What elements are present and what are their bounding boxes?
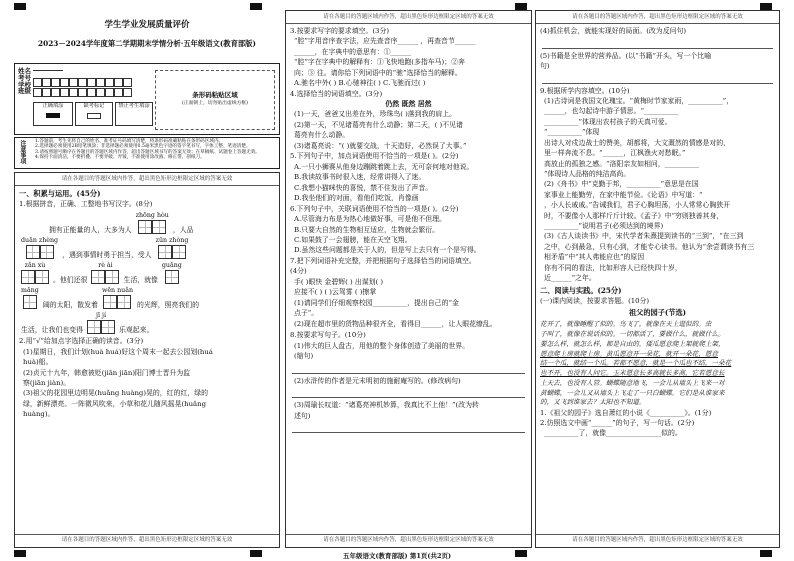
question-1: 1.根据拼音，正确、工整地书写汉字。(8分) [19,199,153,208]
answer-line[interactable] [542,76,773,84]
answer-line[interactable] [292,425,525,433]
question-9-line: 之中，心到最急，只有心到，才能专心读书。他认为“余尝谓读书有三 [544,242,755,251]
question-9-line: 你有不同的看法，比如形容人已经快四十岁， [544,263,682,272]
exam-notes [14,137,280,169]
pinyin-row-2 [19,235,275,259]
pinyin-box-group[interactable]: rè ài [91,262,119,284]
question-8-4: (4)抓住机会，就能实现好的局面。(改为反问句) [540,26,687,35]
exam-no-label: 考号 [18,73,31,82]
question-9-line[interactable]: 高放止的孤独之感。“洛阳亲友如相问，__________ [544,159,700,168]
question-2-line: (1)星期日，我们计划(huà huá)好这个周末一起去公园划(huá [23,347,213,356]
answer-line[interactable] [292,390,525,398]
question-2-line: 察(jiān jiàn)。 [23,378,71,387]
question-2-line: 绿，新鲜漂亮。一阵微风吹来，小草和花儿随风摇晃(huǎng [23,399,207,408]
question-9-line[interactable]: __________”体现出农村孩子的天真可爱。 [544,117,672,126]
registration-mark [515,3,527,10]
option-a: A.一只小狮赛从他身边蹦跳着跳上去，无可奈何地对他说。 [294,162,474,171]
question-3-line[interactable]: ______，在字典中的意思有：①______ [294,47,412,56]
notes-label: 注意事项 [18,140,26,164]
note-line: 4.保持卡面清洁，不要折叠、不要弄破、弄皱，不准使用涂改液、修正带、刮纸刀。 [35,154,205,160]
option-d: D.我坐他们的对面，看他们吃饭，肖像画 [294,194,419,203]
reading-q2: 2.仿照选文中画“______”的句子，写一句话。(2分) [540,418,695,427]
question-9-line: 相矛盾”中“其人弗能应也”的原因 [544,253,645,262]
question-5: 5.下列句子中，加点词语使用不恰当的一项是( )。(2分) [290,152,459,161]
correct-fill-box: 正确填涂 [33,102,73,126]
passage-line: 黄蝴蝶，一会儿又从墙头上飞走了一只白蝴蝶。它们是从谁家来 [540,388,725,397]
sentence-text: 生活，就像 [123,275,158,284]
question-9-line[interactable]: (2)《舟书》中“克勤于邦，__________”意思是在国 [544,180,699,189]
sentence-text: ，人品 [172,225,194,234]
answer-area-warning: 请在各题目的答题区域内作答，超出黑色矩形边框限定区域的答案无效 [286,534,531,547]
info-labels [18,68,31,95]
sentence-text: 。他们还很 [53,275,88,284]
question-8-line: 述句) [294,411,311,420]
sentence-text: 乐观起来。 [119,325,154,334]
passage-line: 上天去，也没有人管。蝴蝶随意地飞，一会儿从墙头上飞来一对 [540,378,725,387]
question-9-line[interactable]: 里一样奔流不息。“______，江枫渔火对愁眠。” [544,149,686,158]
idiom-row-1[interactable]: 手( )眼快 金碧辉( ) 出谋划( ) [294,277,384,286]
question-4-line[interactable]: (2)第一天，不见诸葛亮有什么动静；第二天，( )不见诸 [294,120,463,129]
pinyin-box-group[interactable]: duān zhèng [21,237,58,259]
pinyin-row-3 [19,260,275,284]
question-4-line[interactable]: (3)诸葛亮说：“( )就要交战，十天造好，必然误了大事。” [294,141,467,150]
barcode-area: 条形码粘贴区域 (正面朝上，切勿贴出虚线方框) [155,70,275,130]
pinyin-row-5 [19,310,275,334]
registration-mark [760,3,772,10]
question-4: 4.选择恰当的词语填空。(3分) [290,89,383,98]
passage-line: 结一个瓜，就结一个瓜。若都不愿意，就是一个瓜也不结，一朵花 [540,359,732,368]
pinyin-box-group[interactable]: zǎn xù [21,262,49,284]
name-field[interactable] [33,70,63,71]
question-2-line: (2)贞元十九年，韩愈被贬(jiān jiān)阳门博士晋升为监 [23,368,191,377]
sentence-text: 拥有正能量的人，大多为人 [49,225,132,234]
question-8-5: 句) [540,61,550,70]
pinyin-box-group[interactable]: jī jí [87,312,115,334]
question-8-line: (2)水浒传的作者是元末明初的施耐庵写的。(修改病句) [294,376,461,385]
question-3-line: 向；③ 往。请你给下列词语中的“驰”选择恰当的解释。 [294,68,462,77]
question-4-line[interactable]: (1)一天，爸爸又出差在外，珍珠鸟( )落到我的肩上。 [294,110,457,119]
question-9: 9.根据所学内容填空。(10分) [540,86,630,95]
option-b: B.只要大自然的生物相互适应，生物就会繁衍。 [294,225,440,234]
pinyin-box-group[interactable]: zhōng hòu [136,212,169,234]
question-9-line: 家事业上能勤劳，在家中能节俭。《论语》中写道：“ [544,190,703,199]
page-footer: 五年级语文(教育部版) 第1页(共2页) [342,552,452,560]
registration-mark [250,3,262,10]
idiom-row-2[interactable]: 应接不( ) ( )云驾雾 ( )擦掌 [294,288,377,297]
note-line: 2.选择题必须使用2B铅笔填涂；非选择题必须使用0.5毫米黑色字迹的签字笔书写，字体工整、笔迹清楚。 [35,144,251,150]
section-1-answers [14,172,280,548]
passage-line: 花开了，就像睡醒了似的。鸟飞了，就像在天上逛似的。虫 [540,320,712,329]
name-label: 姓名 [18,67,31,75]
student-info-box [14,63,280,135]
section-heading: 一、积累与运用。(45分) [19,188,101,198]
answer-sheet-column-1 [14,10,280,548]
answer-area-warning: 请在各题目的答题区域内作答，超出黑色矩形边框限定区域的答案无效 [286,11,531,24]
question-7-line: 点子”。 [294,309,319,318]
question-3-choices[interactable]: A.驰名中外( ) B.心驰神往( ) C.飞驰而过( ) [294,78,426,87]
sentence-text: 阔的太阳，散发着 [42,300,98,309]
answer-line[interactable] [292,366,525,374]
sentence-text: 生活，让我们也变得 [21,325,84,334]
question-4-line: 葛亮有什么动静。 [294,131,350,140]
question-9-line: ”体现诗人品格的纯洁高尚。 [544,169,631,178]
question-3: 3.按要求写字的要求填空。(3分) [290,26,390,35]
pinyin-box-group[interactable]: zūn zhòng [156,237,189,259]
question-9-line: ，小人长戚戚。”告诫我们，君子心胸坦荡，小人常常心胸狭开 [544,201,731,210]
passage-line: 的，又飞到谁家去？太阳也不知道。 [540,398,646,407]
question-6: 6.下列句子中，关联词语使用不恰当的一项是( )。(2分) [290,204,459,213]
passage-line: 也不开，也没有人问它。玉米愿意长多高就长多高，它若愿意长 [540,369,725,378]
question-2-line: huà)船。 [23,358,53,367]
question-7: 7.把下列词语补充完整，并把根据句子选择恰当的词语填空。 [290,256,476,265]
sentence-text: 的光辉，照亮我们的 [137,300,200,309]
question-8: 8.按要求写句子。(10分) [290,331,366,340]
question-3-line[interactable]: “腔”字用音序查字法，应先查音序______ ，再查音节______ [294,37,476,46]
question-8-line: (3)周瑜长叹道：“诸葛亮神机妙算，我真比不上他！”(改为转 [294,401,479,410]
question-9-line: 时，不要像小人那样斤斤计较。《孟子》中“穷则独善其身， [544,211,724,220]
question-8-line: (缩句) [294,351,314,360]
sheet-subtitle: 2023－2024学年度第二学期期末学情分析·五年级语文(教育部版) [38,38,256,48]
absent-mark-box[interactable]: 缺考标记 [75,102,113,126]
note-line: 1.答题前，考生先将自己的姓名、准考证号码填写清楚，将条形码准确粘贴在条形码区域内。 [35,139,224,144]
question-9-line[interactable]: (1)古诗词是我国文化瑰宝。“黄梅时节家家雨，__________”， [544,96,734,105]
question-9-line[interactable]: __________”说明君子(必须达到的境界) [544,222,664,231]
question-9-line[interactable]: 近______”之年。 [544,274,596,283]
reading-q1[interactable]: 1.《祖父的园子》选自萧红的小说《__________》。(1分) [540,408,712,417]
section-2-heading: 二、阅读与实践。(25分) [540,285,622,295]
question-2: 2.用“√”给加点字选择正确的读音。(3分) [19,337,144,346]
question-9-line: (3)《古人谈读书》中，宋代学者朱熹提到读书的“三到”，“在三到 [544,232,744,241]
question-2-line: huàng)。 [23,410,55,419]
registration-mark [14,3,26,10]
question-9-line: 出诗人对戍边战士的赞美，胡都将，大文溉然的情感是对的， [544,138,731,147]
passage-line: 要怎么样，就怎么样，都是自由的。倭瓜愿意爬上架就爬上架， [540,339,725,348]
pinyin-box-group[interactable]: mǎng [21,287,39,309]
option-b: B.我读故事书时很入迷，经常讲得入了迷。 [294,173,426,182]
pinyin-box-group[interactable]: wēn nuǎn [102,287,133,309]
option-c: C.我想小猫咪快的喜悦，禁不住发出了声音。 [294,183,433,192]
answer-sheet-column-3 [535,10,780,548]
question-7-line[interactable]: (1)请同学们仔细观察校园__________，提出自己的“金 [294,298,459,307]
reading-q2-answer[interactable]: __________了，就像________________似的。 [544,429,682,438]
note-line: 3.请按照题号顺序在各题目的答题区域内作答，超出答题区域书写的答案无效；在草稿纸、试题卷上答题无效。 [35,149,260,155]
question-3-line: “腔”字在字典中的解释有：①飞快地跑(多指车马)；②奔 [294,58,465,67]
pinyin-row-1 [19,210,275,234]
question-7-line[interactable]: (2)现在超市里的货物品种很齐全，看得目______，让人眼花缭乱。 [294,319,497,328]
passage-line: 子叫了，就像在说话似的。一切都活了，要做什么，就做什么。 [540,330,725,339]
sentence-text: ，遇到事情时勇于担当，受人 [62,250,152,259]
forbid-box: 禁止考生填涂 [115,102,153,126]
question-7-score: (4分) [290,267,307,276]
exam-number-cells[interactable] [33,78,132,87]
passage-line: 愿意爬上房就爬上房。黄瓜愿意开一朵花，就开一朵花，愿意 [540,349,719,358]
passage-title: 祖父的园子(节选) [628,308,687,318]
question-8-5: (5)书籍是全世界的营养品。(以“书籍”开头，写一个比喻 [540,51,712,60]
word-bank: 仍然 既然 居然 [385,100,432,109]
pinyin-row-4 [19,285,275,309]
answer-area-warning: 请在各题目的答题区域内作答，超出黑色矩形边框限定区域的答案无效 [536,11,779,24]
class-label: 班级 [18,87,31,96]
sheet-title: 学生学业发展质量评价 [104,20,190,30]
answer-sheet-column-2 [285,10,532,548]
question-2-line: (3)祖父的花园里边明晃(huǎng huàng)晃的，红的红，绿的 [23,389,209,398]
reading-subsection: (一)课内阅读，按要求答题。(10分) [540,296,650,305]
answer-area-warning: 请在各题目的答题区域内作答，超出黑色矩形边框限定区域的答案无效 [15,534,279,547]
answer-area-warning: 请在各题目的答题区域内作答，超出黑色矩形边框限定区域的答案无效 [15,173,279,186]
option-c: C.如果鼓了一会翅膀，能在天空飞翔。 [294,235,412,244]
option-a: A.尽管海力布是为热心地做好事，可是他不但理。 [294,215,446,224]
question-9-line[interactable]: “__________”体现 [544,128,600,137]
pinyin-box-group[interactable]: guǎng [162,262,182,284]
question-9-line[interactable]: ______，也勾起诗中游子情思。“__________ [544,107,679,116]
option-d: D.虽然这些问题都是关于人的，但是写上去只有一个是写得。 [294,246,481,255]
question-8-line: (1)伟大的巨人盘古，用他的整个身体创造了美丽的世界。 [294,341,470,350]
answer-area-warning: 请在各题目的答题区域内作答，超出黑色矩形边框限定区域的答案无效 [536,534,779,547]
exam-number-cells-2[interactable] [33,88,132,97]
answer-line[interactable] [542,41,773,49]
school-label: 学校 [18,80,31,89]
